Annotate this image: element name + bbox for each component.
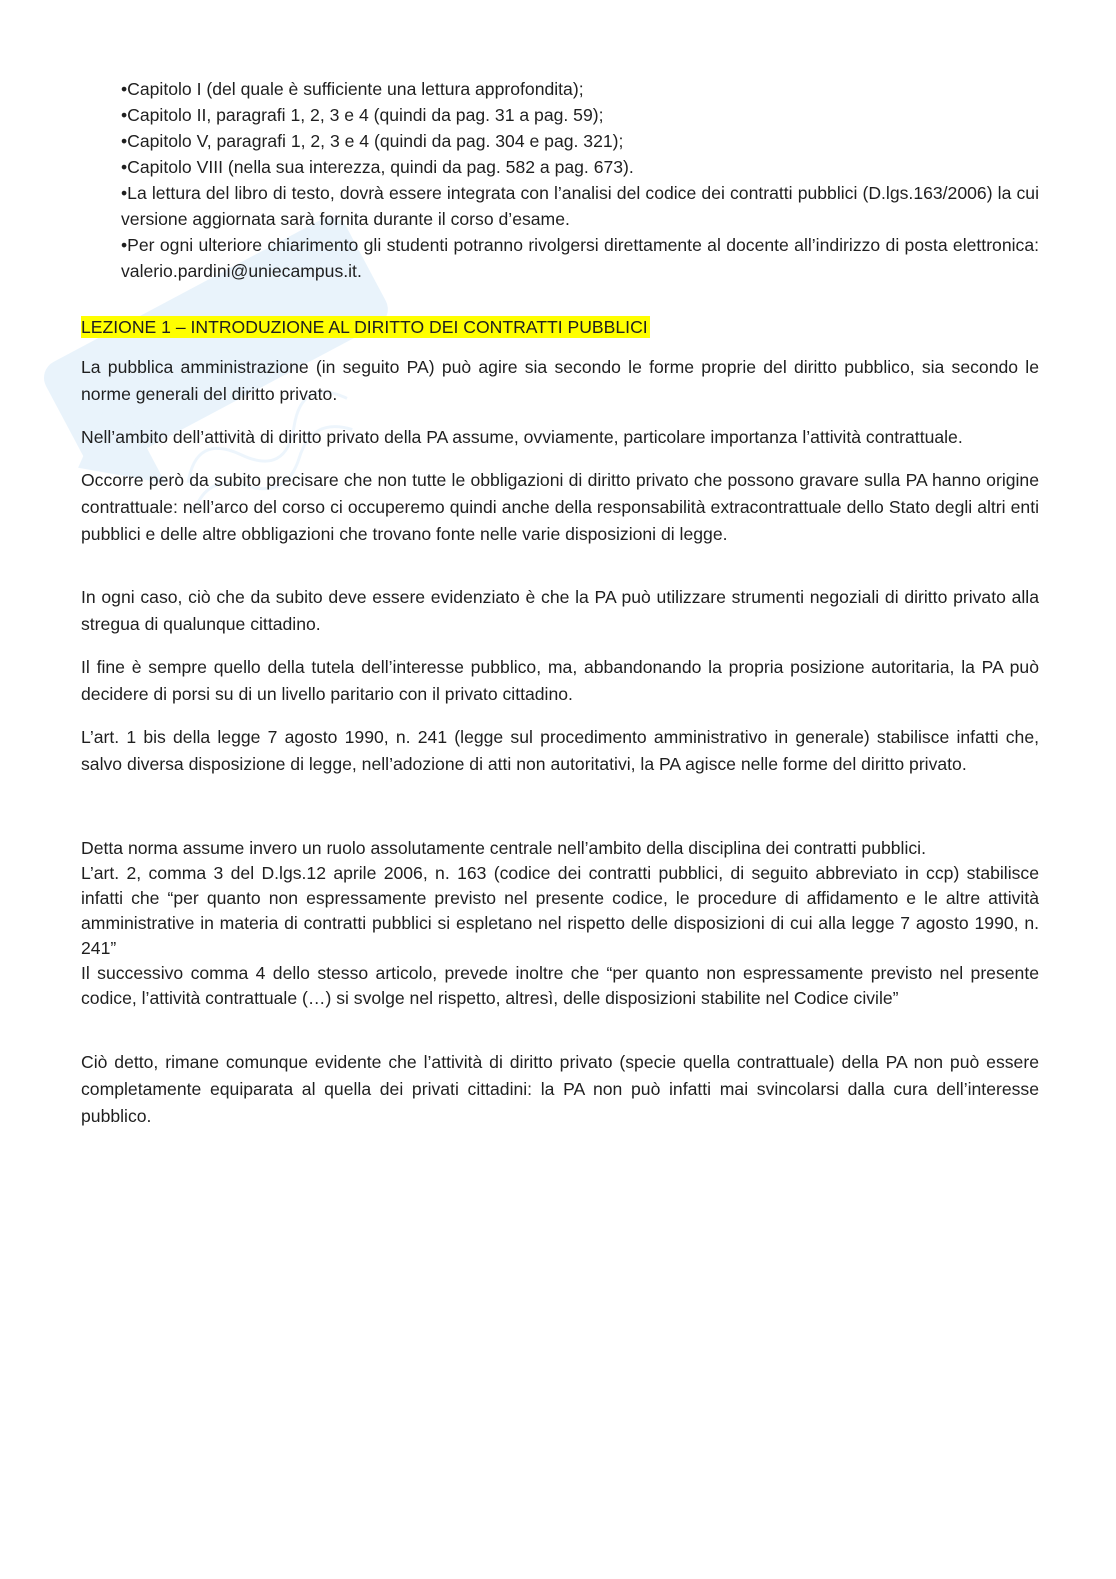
- paragraph: L’art. 1 bis della legge 7 agosto 1990, n. 241 (legge sul procedimento amministrativo in generale) stabilisce infatti che, salvo diversa disposizione di legge, nell’adozione di atti non autoritativi, la PA agisce nelle forme del diritto privato.: [81, 727, 1039, 774]
- paragraph: La pubblica amministrazione (in seguito PA) può agire sia secondo le forme proprie del diritto pubblico, sia secondo le norme generali del diritto privato.: [81, 357, 1039, 404]
- list-item: •Capitolo V, paragrafi 1, 2, 3 e 4 (quindi da pag. 304 e pag. 321);: [121, 131, 624, 151]
- document-body: [81, 76, 1039, 1146]
- paragraph: Occorre però da subito precisare che non tutte le obbligazioni di diritto privato che possono gravare sulla PA hanno origine contrattuale: nell’arco del corso ci occuperemo quindi anche della responsabilità extracontrattuale dello Stato degli altri enti pubblici e delle altre obbligazioni che trovano fonte nelle varie disposizioni di legge.: [81, 470, 1039, 544]
- lesson-heading-text: LEZIONE 1 – INTRODUZIONE AL DIRITTO DEI CONTRATTI PUBBLICI: [81, 317, 648, 337]
- paragraph-block: [81, 836, 1039, 1011]
- list-item: •Capitolo II, paragrafi 1, 2, 3 e 4 (quindi da pag. 31 a pag. 59);: [121, 105, 604, 125]
- lesson-heading: [81, 314, 1039, 340]
- paragraph: Ciò detto, rimane comunque evidente che l’attività di diritto privato (specie quella contrattuale) della PA non può essere completamente equiparata al quella dei privati cittadini: la PA non può infatti mai svincolarsi dalla cura dell’interesse pubblico.: [81, 1052, 1039, 1126]
- paragraph: In ogni caso, ciò che da subito deve essere evidenziato è che la PA può utilizzare strumenti negoziali di diritto privato alla stregua di qualunque cittadino.: [81, 587, 1039, 634]
- list-item: •Per ogni ulteriore chiarimento gli studenti potranno rivolgersi direttamente al docente all’indirizzo di posta elettronica: valerio.pardini@uniecampus.it.: [121, 235, 1039, 281]
- list-item: •La lettura del libro di testo, dovrà essere integrata con l’analisi del codice dei contratti pubblici (D.lgs.163/2006) la cui versione aggiornata sarà fornita durante il corso d’esame.: [121, 183, 1039, 229]
- paragraph: Il fine è sempre quello della tutela dell’interesse pubblico, ma, abbandonando la propria posizione autoritaria, la PA può decidere di porsi su di un livello paritario con il privato cittadino.: [81, 657, 1039, 704]
- reading-list: [121, 76, 1039, 284]
- paragraph: Nell’ambito dell’attività di diritto privato della PA assume, ovviamente, particolare importanza l’attività contrattuale.: [81, 427, 963, 447]
- list-item: •Capitolo I (del quale è sufficiente una lettura approfondita);: [121, 79, 584, 99]
- paragraph: Il successivo comma 4 dello stesso articolo, prevede inoltre che “per quanto non espressamente previsto nel presente codice, l’attività contrattuale (…) si svolge nel rispetto, altresì, delle disposizioni stabilite nel Codice civile”: [81, 963, 1039, 1008]
- paragraph: L’art. 2, comma 3 del D.lgs.12 aprile 2006, n. 163 (codice dei contratti pubblici, di seguito abbreviato in ccp) stabilisce infatti che “per quanto non espressamente previsto nel presente codice, le procedure di affidamento e le altre attività amministrative in materia di contratti pubblici si espletano nel rispetto delle disposizioni di cui alla legge 7 agosto 1990, n. 241”: [81, 863, 1039, 958]
- list-item: •Capitolo VIII (nella sua interezza, quindi da pag. 582 a pag. 673).: [121, 157, 634, 177]
- paragraph: Detta norma assume invero un ruolo assolutamente centrale nell’ambito della disciplina dei contratti pubblici.: [81, 838, 926, 858]
